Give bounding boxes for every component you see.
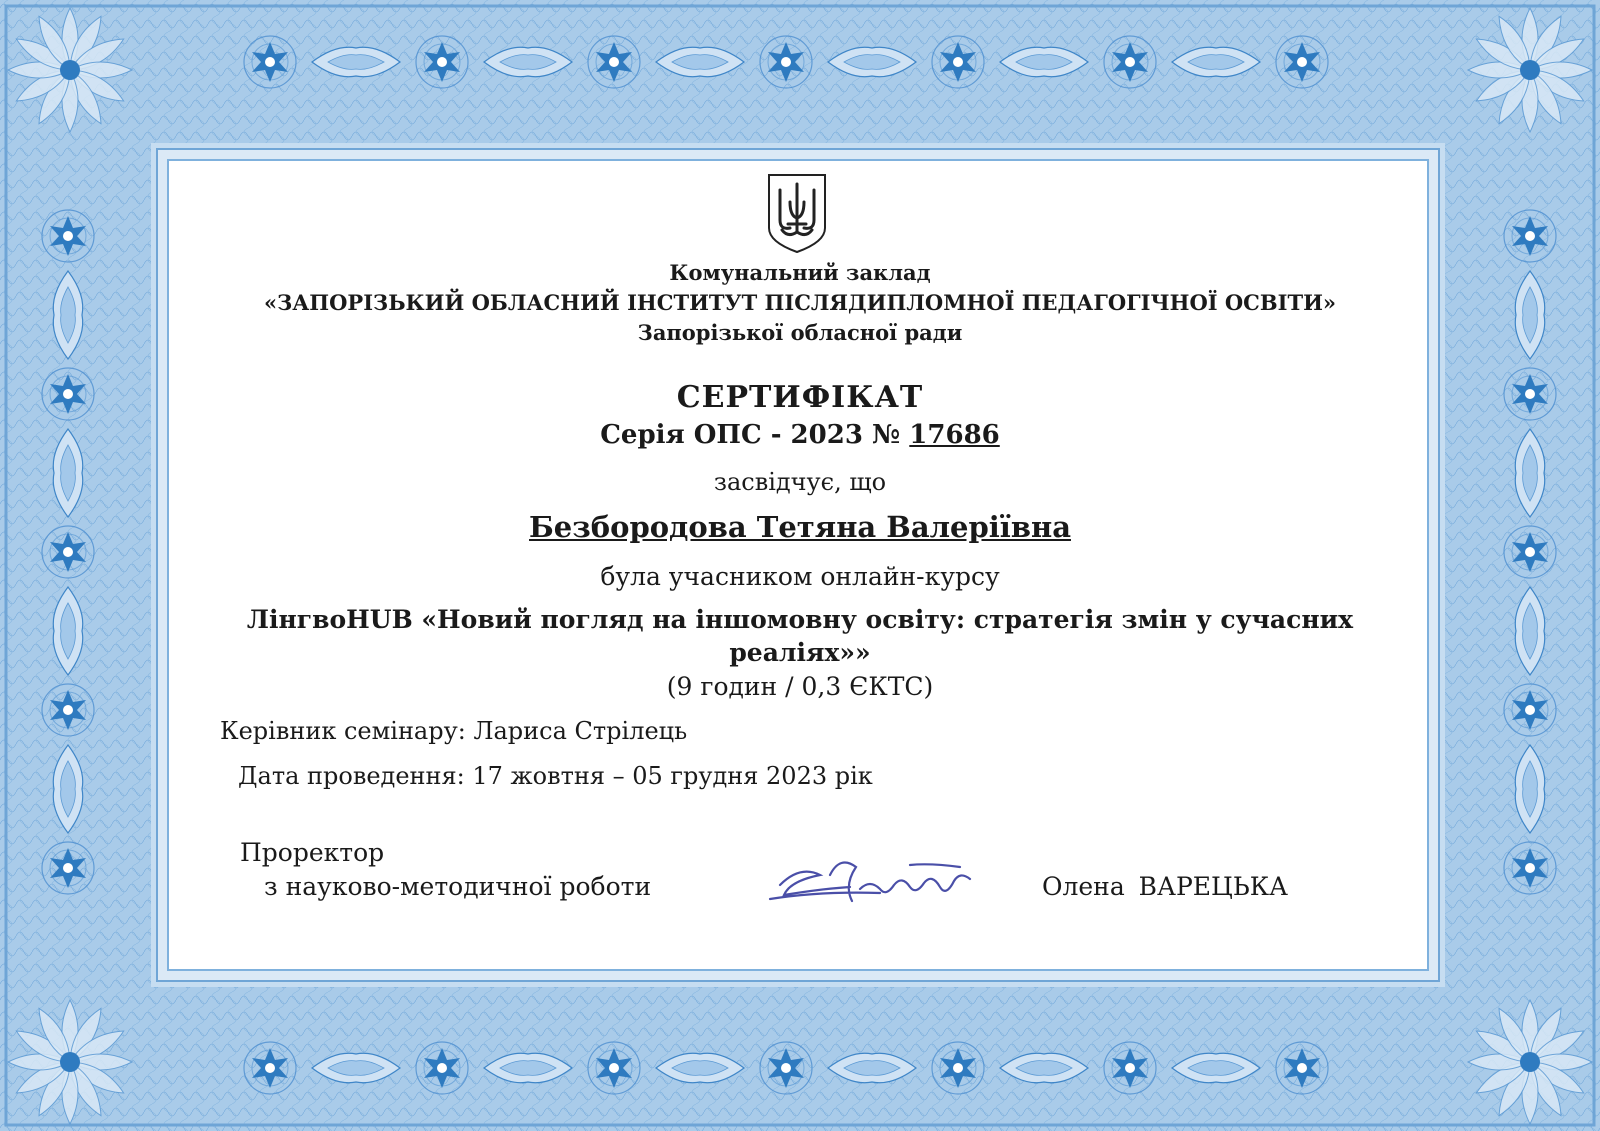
participation-status: була учасником онлайн-курсу [600, 562, 1000, 591]
institution-name: «ЗАПОРІЗЬКИЙ ОБЛАСНИЙ ІНСТИТУТ ПІСЛЯДИПЛОМНОЇ ПЕДАГОГІЧНОЇ ОСВІТИ» [263, 290, 1337, 315]
certificate-content [150, 0, 1450, 1131]
star-rosette-icon [1504, 842, 1556, 894]
signatory-name: Олена ВАРЕЦЬКА [1042, 872, 1288, 901]
recipient-name: Безбородова Тетяна Валеріївна [529, 510, 1071, 544]
institution-council: Запорізької обласної ради [637, 320, 963, 345]
star-rosette-icon [1504, 210, 1556, 262]
star-rosette-icon [1504, 526, 1556, 578]
certificate-number: 17686 [909, 420, 1000, 450]
star-rosette-icon [1504, 684, 1556, 736]
institution-type: Комунальний заклад [669, 260, 931, 285]
certificate-series [150, 420, 1450, 450]
star-rosette-icon [42, 368, 94, 420]
signatory-role-detail: з науково-методичної роботи [264, 872, 652, 901]
certificate-title: СЕРТИФІКАТ [676, 380, 924, 415]
course-dates: Дата проведення: 17 жовтня – 05 грудня 2023 рік [238, 762, 873, 790]
star-rosette-icon [42, 210, 94, 262]
course-hours: (9 годин / 0,3 ЄКТС) [666, 672, 934, 701]
star-rosette-icon [42, 526, 94, 578]
star-rosette-icon [42, 684, 94, 736]
certifies-text: засвідчує, що [713, 468, 887, 496]
star-rosette-icon [42, 842, 94, 894]
course-title: ЛінгвоHUB «Новий погляд на іншомовну освіту: стратегія змін у сучасних реаліях»» [246, 605, 1354, 667]
handwritten-signature [760, 845, 990, 925]
trident-emblem-icon [766, 172, 828, 254]
series-prefix: Серія ОПС - 2023 № [600, 420, 910, 450]
recipient-name-line [150, 510, 1450, 544]
seminar-leader: Керівник семінару: Лариса Стрілець [220, 717, 688, 745]
signatory-role: Проректор [240, 838, 385, 867]
star-rosette-icon [1504, 368, 1556, 420]
